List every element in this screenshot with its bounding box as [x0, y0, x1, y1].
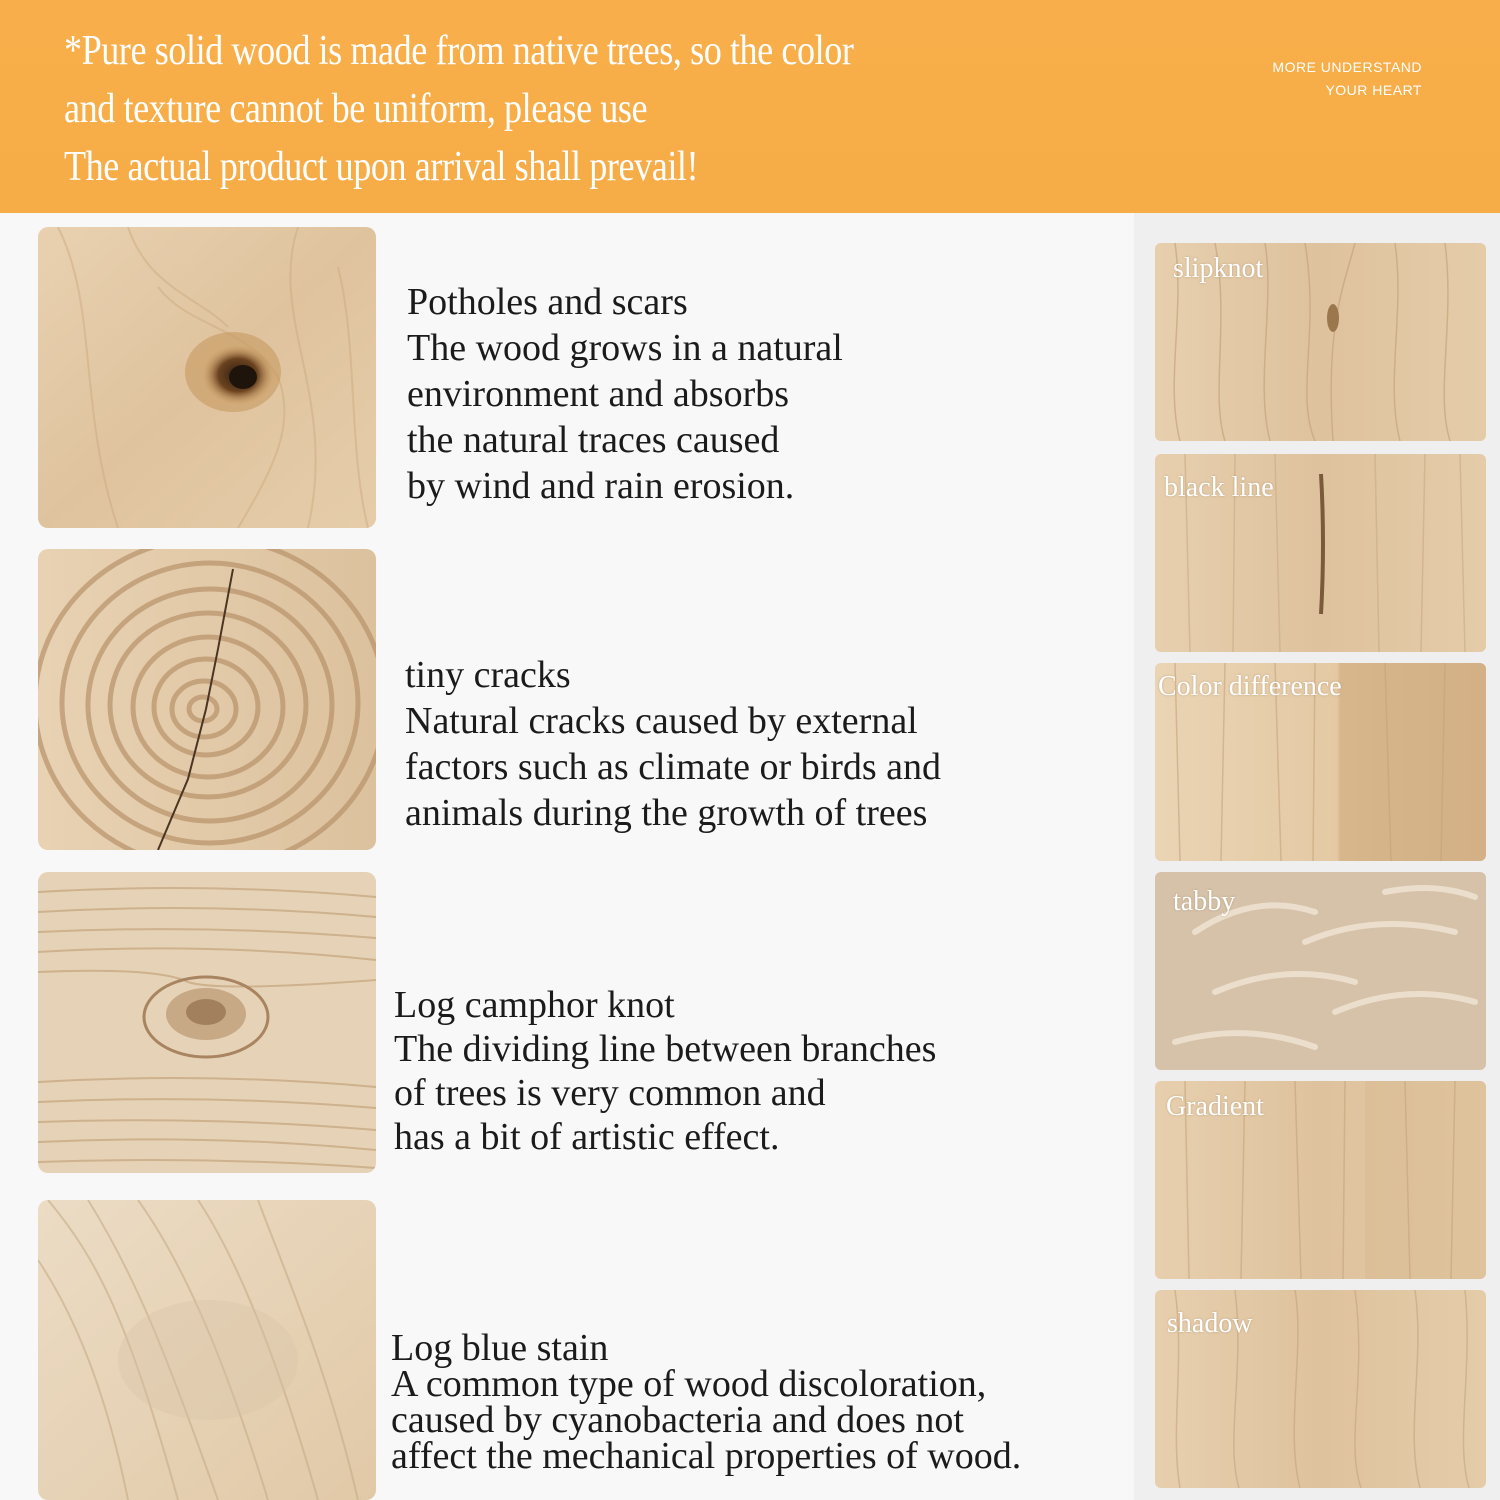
defect-text-line: has a bit of artistic effect.	[394, 1116, 780, 1158]
defect-description	[405, 652, 941, 836]
defect-text-line: of trees is very common and	[394, 1072, 826, 1114]
defect-text-line: by wind and rain erosion.	[407, 465, 795, 507]
texture-tile-gradient	[1155, 1081, 1486, 1279]
notice-banner	[0, 0, 1500, 213]
texture-tile-slipknot	[1155, 243, 1486, 441]
defect-text-line: environment and absorbs	[407, 373, 790, 415]
texture-tile-black-line	[1155, 454, 1486, 652]
defect-title: Log camphor knot	[394, 984, 675, 1026]
camphor-knot-image	[38, 872, 376, 1173]
defect-title: Log blue stain	[391, 1327, 609, 1369]
texture-tile-color-difference	[1155, 663, 1486, 861]
defect-text-line: animals during the growth of trees	[405, 792, 928, 834]
wood-knot-pothole-image	[38, 227, 376, 528]
tile-label: slipknot	[1173, 253, 1264, 284]
brand-tagline	[1272, 56, 1422, 102]
texture-tile-tabby	[1155, 872, 1486, 1070]
defect-title: Potholes and scars	[407, 281, 688, 323]
tile-label: black line	[1164, 472, 1274, 503]
tagline-line: MORE UNDERSTAND	[1272, 59, 1422, 75]
defect-description	[391, 1327, 1022, 1477]
defect-text-line: A common type of wood discoloration,	[391, 1363, 987, 1405]
tile-label: shadow	[1167, 1308, 1253, 1339]
tile-label: tabby	[1173, 886, 1236, 917]
notice-line: *Pure solid wood is made from native trees, so the color	[64, 28, 854, 74]
defect-description	[394, 983, 936, 1159]
defect-text-line: Natural cracks caused by external	[405, 700, 918, 742]
blue-stain-grain-image	[38, 1200, 376, 1500]
defect-text-line: caused by cyanobacteria and does not	[391, 1399, 964, 1441]
defect-title: tiny cracks	[405, 654, 571, 696]
defect-text-line: affect the mechanical properties of wood.	[391, 1435, 1022, 1477]
texture-tile-shadow	[1155, 1290, 1486, 1488]
notice-line: The actual product upon arrival shall prevail!	[64, 144, 699, 190]
tagline-line: YOUR HEART	[1325, 82, 1422, 98]
notice-line: and texture cannot be uniform, please use	[64, 86, 648, 132]
defect-text-line: The wood grows in a natural	[407, 327, 843, 369]
defect-description	[407, 279, 843, 509]
defect-text-line: The dividing line between branches	[394, 1028, 937, 1070]
defect-text-line: the natural traces caused	[407, 419, 780, 461]
notice-text	[64, 22, 982, 196]
tree-rings-crack-image	[38, 549, 376, 850]
defect-text-line: factors such as climate or birds and	[405, 746, 942, 788]
tile-label: Color difference	[1158, 671, 1342, 702]
tile-label: Gradient	[1166, 1091, 1264, 1122]
